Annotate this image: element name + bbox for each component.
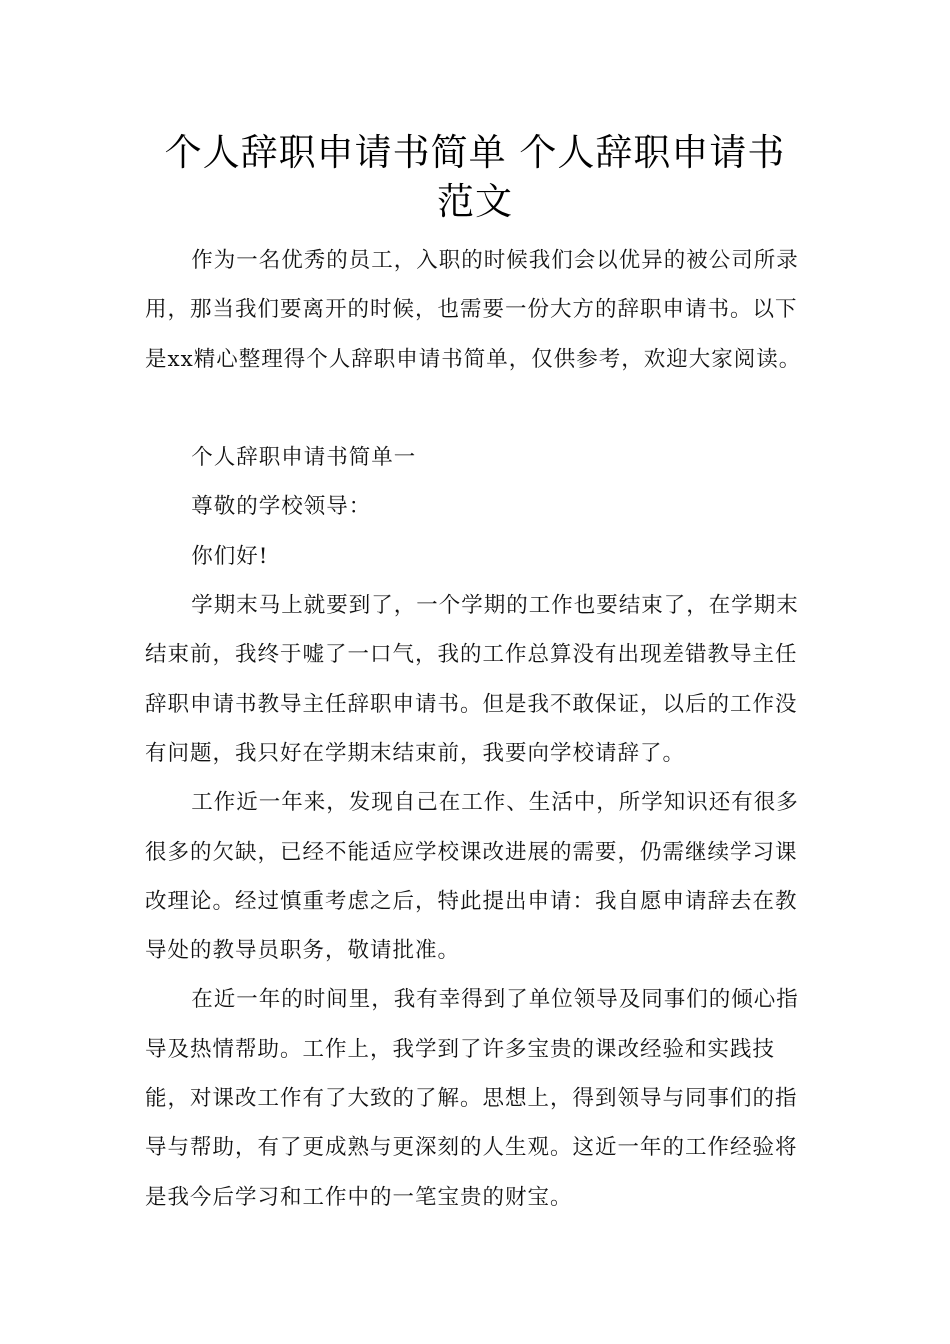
document-body: [145, 236, 815, 1222]
title-line-2: 范文: [437, 180, 513, 223]
title-line-1: 个人辞职申请书简单 个人辞职申请书: [164, 131, 786, 174]
body-paragraph: 在近一年的时间里，我有幸得到了单位领导及同事们的倾心指导及热情帮助。工作上，我学到了许多宝贵的课改经验和实践技能，对课改工作有了大致的了解。思想上，得到领导与同事们的指导与帮助，有了更成熟与更深刻的人生观。这近一年的工作经验将是我今后学习和工作中的一笔宝贵的财宝。: [145, 987, 799, 1210]
body-paragraph: 工作近一年来，发现自己在工作、生活中，所学知识还有很多很多的欠缺，已经不能适应学校课改进展的需要，仍需继续学习课改理论。经过慎重考虑之后，特此提出申请：我自愿申请辞去在教导处的教导员职务，敬请批准。: [145, 790, 799, 964]
document-title: [120, 128, 830, 226]
salutation: 尊敬的学校领导：: [191, 494, 372, 520]
greeting: 你们好!: [191, 543, 269, 569]
intro-paragraph: 作为一名优秀的员工，入职的时候我们会以优异的被公司所录用，那当我们要离开的时候，也需要一份大方的辞职申请书。以下是xx精心整理得个人辞职申请书简单，仅供参考，欢迎大家阅读。: [145, 248, 802, 372]
body-paragraph: 学期末马上就要到了，一个学期的工作也要结束了，在学期末结束前，我终于嘘了一口气，我的工作总算没有出现差错教导主任辞职申请书教导主任辞职申请书。但是我不敢保证，以后的工作没有问题，我只好在学期末结束前，我要向学校请辞了。: [145, 593, 799, 766]
blank-line: [145, 384, 815, 433]
section-heading: 个人辞职申请书简单一: [191, 445, 417, 471]
